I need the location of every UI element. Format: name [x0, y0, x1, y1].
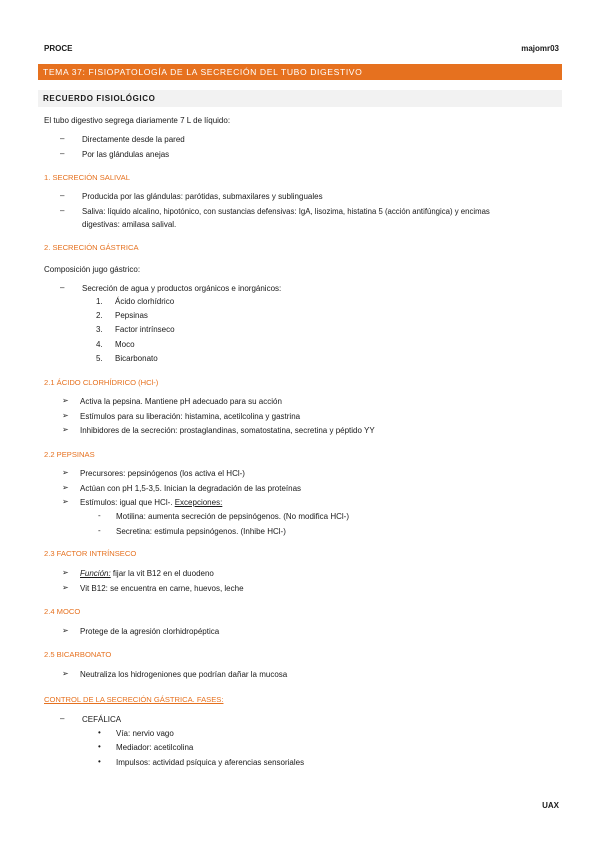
- intro-item: Por las glándulas anejas: [82, 150, 170, 159]
- dash-marker: –: [60, 134, 65, 143]
- bullet-dot-icon: •: [98, 757, 101, 766]
- bullet-dot-icon: •: [98, 728, 101, 737]
- control-phase: CEFÁLICA: [82, 715, 122, 724]
- list-item: Ácido clorhídrico: [115, 297, 175, 306]
- dash-marker: –: [60, 149, 65, 158]
- s2-composition: Composición jugo gástrico:: [44, 265, 141, 274]
- dash-marker: -: [98, 526, 101, 535]
- arrow-bullet-icon: ➢: [62, 626, 69, 635]
- s22-sub-item: Motilina: aumenta secreción de pepsinógenos. (No modifica HCl-): [116, 512, 349, 521]
- footer: UAX: [542, 801, 559, 810]
- dash-marker: –: [60, 206, 65, 215]
- s1-item: Producida por las glándulas: parótidas, submaxilares y sublinguales: [82, 192, 323, 201]
- arrow-bullet-icon: ➢: [62, 483, 69, 492]
- s23-funcion-text: fijar la vit B12 en el duodeno: [112, 569, 214, 578]
- section-title-s2: 2. SECRECIÓN GÁSTRICA: [44, 243, 139, 252]
- list-number: 5.: [96, 354, 103, 363]
- s22-item: Precursores: pepsinógenos (los activa el HCl-): [80, 469, 245, 478]
- control-bullet: Impulsos: actividad psíquica y aferencias sensoriales: [116, 758, 305, 767]
- section-title-s1: 1. SECRECIÓN SALIVAL: [44, 173, 130, 182]
- arrow-bullet-icon: ➢: [62, 396, 69, 405]
- list-number: 3.: [96, 325, 103, 334]
- intro-item: Directamente desde la pared: [82, 135, 185, 144]
- s22-excepciones-label: Excepciones:: [174, 498, 223, 507]
- header-left: PROCE: [44, 44, 73, 53]
- dash-marker: –: [60, 714, 65, 723]
- s1-item-continued: digestivas: amilasa salival.: [82, 220, 177, 229]
- section-recuerdo: RECUERDO FISIOLÓGICO: [38, 90, 562, 107]
- s23-funcion-label: Función:: [80, 569, 111, 578]
- dash-marker: –: [60, 191, 65, 200]
- arrow-bullet-icon: ➢: [62, 425, 69, 434]
- list-item: Factor intrínseco: [115, 325, 175, 334]
- s2-subtitle: Secreción de agua y productos orgánicos e inorgánicos:: [82, 284, 282, 293]
- s21-item: Inhibidores de la secreción: prostaglandinas, somatostatina, secretina y péptido YY: [80, 426, 375, 435]
- s1-item: Saliva: líquido alcalino, hipotónico, con sustancias defensivas: IgA, lisozima, histatina 5 (acción antifúngica) y encimas: [82, 207, 490, 216]
- arrow-bullet-icon: ➢: [62, 497, 69, 506]
- section-title-control: CONTROL DE LA SECRECIÓN GÁSTRICA. FASES:: [44, 695, 224, 704]
- s21-item: Activa la pepsina. Mantiene pH adecuado para su acción: [80, 397, 282, 406]
- s21-item: Estímulos para su liberación: histamina, acetilcolina y gastrina: [80, 412, 301, 421]
- s23-funcion: [80, 568, 214, 579]
- control-bullet: Vía: nervio vago: [116, 729, 174, 738]
- section-title-s22: 2.2 PEPSINAS: [44, 450, 95, 459]
- arrow-bullet-icon: ➢: [62, 468, 69, 477]
- page-title: TEMA 37: FISIOPATOLOGÍA DE LA SECRECIÓN DEL TUBO DIGESTIVO: [38, 64, 562, 80]
- arrow-bullet-icon: ➢: [62, 669, 69, 678]
- intro-text: El tubo digestivo segrega diariamente 7 L de líquido:: [44, 116, 231, 125]
- header-right: majomr03: [521, 44, 559, 53]
- list-item: Bicarbonato: [115, 354, 158, 363]
- s23-item: Vit B12: se encuentra en carne, huevos, leche: [80, 584, 244, 593]
- section-title-s25: 2.5 BICARBONATO: [44, 650, 112, 659]
- arrow-bullet-icon: ➢: [62, 583, 69, 592]
- list-item: Pepsinas: [115, 311, 148, 320]
- list-number: 4.: [96, 340, 103, 349]
- s22-estimulos: [80, 497, 222, 508]
- control-bullet: Mediador: acetilcolina: [116, 743, 194, 752]
- list-number: 2.: [96, 311, 103, 320]
- bullet-dot-icon: •: [98, 742, 101, 751]
- arrow-bullet-icon: ➢: [62, 411, 69, 420]
- dash-marker: –: [60, 283, 65, 292]
- s22-sub-item: Secretina: estimula pepsinógenos. (Inhibe HCl-): [116, 527, 286, 536]
- list-item: Moco: [115, 340, 135, 349]
- section-title-s21: 2.1 ÁCIDO CLORHÍDRICO (HCl-): [44, 378, 159, 387]
- s25-item: Neutraliza los hidrogeniones que podrían dañar la mucosa: [80, 670, 288, 679]
- list-number: 1.: [96, 297, 103, 306]
- section-title-s24: 2.4 MOCO: [44, 607, 81, 616]
- dash-marker: -: [98, 511, 101, 520]
- s22-estimulos-text: Estímulos: igual que HCl-.: [80, 498, 173, 507]
- arrow-bullet-icon: ➢: [62, 568, 69, 577]
- s24-item: Protege de la agresión clorhidropéptica: [80, 627, 220, 636]
- s22-item: Actúan con pH 1,5-3,5. Inician la degradación de las proteínas: [80, 484, 302, 493]
- section-title-s23: 2.3 FACTOR INTRÍNSECO: [44, 549, 137, 558]
